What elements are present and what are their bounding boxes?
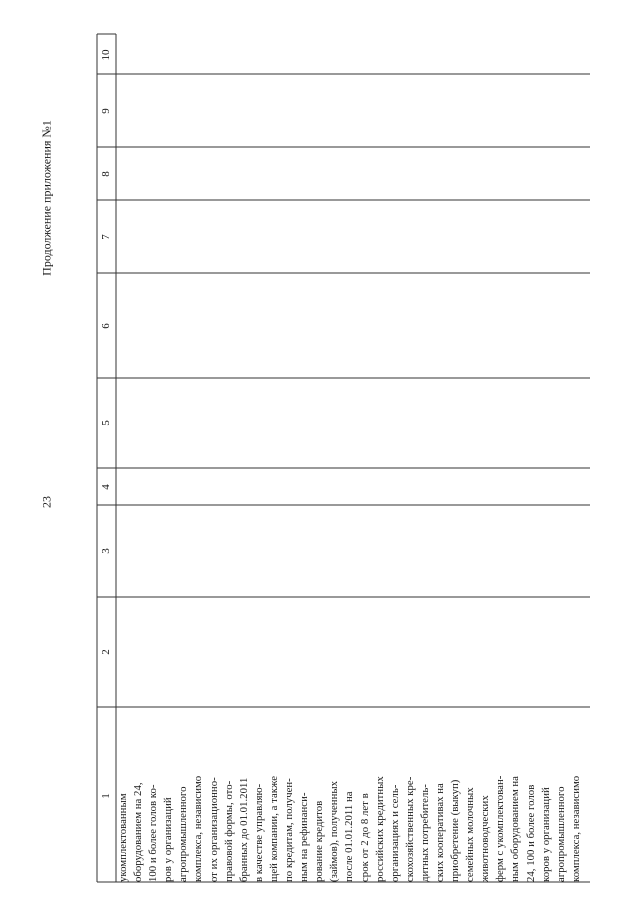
cell-line: бранных до 01.01.2011 xyxy=(237,777,250,882)
cell-line: агропромышленного xyxy=(554,786,567,882)
cell-line: ров у организаций xyxy=(162,797,175,882)
cell-line: срок от 2 до 8 лет в xyxy=(358,793,371,882)
cell-line: агропромышленного xyxy=(177,786,190,882)
column-number-6: 6 xyxy=(100,323,112,329)
table-cell-description xyxy=(116,720,586,882)
column-number-5: 5 xyxy=(100,420,112,426)
cell-line: комплекса, независимо xyxy=(192,775,205,882)
cell-line: в качестве управляю- xyxy=(252,783,265,882)
cell-line: по кредитам, получен- xyxy=(283,778,296,882)
cell-line: ным оборудованием на xyxy=(509,776,522,882)
cell-line: 24, 100 и более голов xyxy=(524,784,537,882)
cell-line: приобретение (выкуп) xyxy=(449,779,462,882)
cell-line: после 01.01.2011 на xyxy=(343,791,356,882)
cell-line: коров у организаций xyxy=(539,787,552,882)
column-number-8: 8 xyxy=(100,171,112,177)
column-number-4: 4 xyxy=(100,484,112,490)
cell-line: ских кооперативах на xyxy=(433,783,446,882)
cell-line: ным на рефинанси- xyxy=(298,792,311,882)
cell-line: рование кредитов xyxy=(313,800,326,882)
cell-line: комплекса, независимо xyxy=(569,775,582,882)
column-number-2: 2 xyxy=(100,649,112,655)
column-number-9: 9 xyxy=(100,108,112,114)
column-number-7: 7 xyxy=(100,234,112,240)
cell-line: оборудованием на 24, xyxy=(132,782,145,882)
column-number-10: 10 xyxy=(100,49,112,61)
cell-line: дитных потребитель- xyxy=(418,784,431,882)
cell-line: семейных молочных xyxy=(464,787,477,882)
continuation-label: Продолжение приложения №1 xyxy=(39,120,54,276)
cell-line: ферм с укомплектован- xyxy=(494,775,507,882)
cell-line: животноводческих xyxy=(479,795,492,882)
cell-line: (займов), полученных xyxy=(328,780,341,882)
column-number-1: 1 xyxy=(100,793,112,799)
cell-line: 100 и более голов ко- xyxy=(147,784,160,882)
page-number: 23 xyxy=(39,496,54,508)
cell-line: скохозяйственных кре- xyxy=(403,776,416,882)
cell-line: укомплектованным xyxy=(117,793,129,882)
cell-line: правовой формы, ото- xyxy=(222,780,235,882)
cell-line: от их организационно- xyxy=(207,777,220,882)
column-number-3: 3 xyxy=(100,548,112,554)
cell-line: щей компании, а также xyxy=(267,775,280,882)
cell-line: организациях и сель- xyxy=(388,784,401,882)
cell-line: российских кредитных xyxy=(373,776,386,882)
